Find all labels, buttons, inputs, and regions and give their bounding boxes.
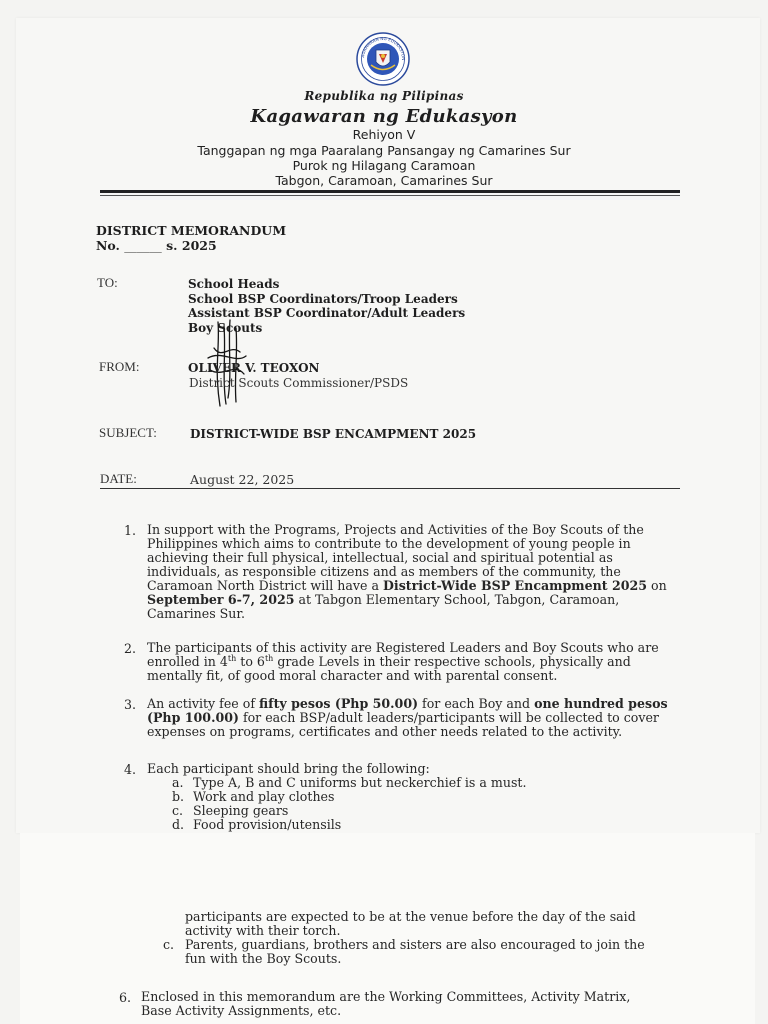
- item4-intro: Each participant should bring the following:: [147, 761, 430, 776]
- to-label: TO:: [97, 275, 118, 290]
- date-label: DATE:: [100, 471, 137, 486]
- department-name: Kagawaran ng Edukasyon: [250, 106, 518, 127]
- subject-label: SUBJECT:: [99, 425, 157, 440]
- item2-sup: th: [264, 653, 274, 663]
- address-line: Tabgon, Caramoan, Camarines Sur: [275, 173, 493, 188]
- from-label: FROM:: [99, 359, 140, 374]
- subject-text: DISTRICT-WIDE BSP ENCAMPMENT 2025: [190, 427, 477, 441]
- recipient-item: School Heads: [188, 277, 280, 291]
- item3-text: for each Boy and: [418, 696, 535, 711]
- list-item-key: c.: [163, 937, 175, 952]
- header-divider: [100, 488, 680, 489]
- deped-seal-icon: [356, 32, 410, 86]
- item1-line: In support with the Programs, Projects and Activities of the Boy Scouts of the: [147, 522, 644, 537]
- item1-text: Caramoan North District will have a: [147, 578, 383, 593]
- list-item: Food provision/utensils: [193, 817, 342, 832]
- item1-line: [147, 579, 667, 593]
- item1-text: on: [647, 578, 667, 593]
- item2-line: mentally fit, of good moral character and with parental consent.: [147, 668, 558, 683]
- from-title: District Scouts Commissioner/PSDS: [189, 376, 409, 390]
- item-number: 1.: [124, 523, 137, 538]
- item3-line: [147, 697, 668, 711]
- list-item: Type A, B and C uniforms but neckerchief is a must.: [193, 775, 527, 790]
- item-number: 3.: [124, 697, 137, 712]
- item2-line: The participants of this activity are Registered Leaders and Boy Scouts who are: [147, 640, 659, 655]
- memo-title: DISTRICT MEMORANDUM: [96, 223, 287, 238]
- item3-bold-fee: fifty pesos (Php 50.00): [259, 696, 419, 711]
- list-item-key: a.: [172, 775, 184, 790]
- item3-line: expenses on programs, certificates and other needs related to the activity.: [147, 724, 623, 739]
- list-item-key: d.: [172, 817, 185, 832]
- page2-line: Enclosed in this memorandum are the Working Committees, Activity Matrix,: [141, 989, 631, 1004]
- item1-line: achieving their full physical, intellectual, social and spiritual potential as: [147, 550, 613, 565]
- item2-line: [147, 655, 631, 669]
- republic-line: Republika ng Pilipinas: [304, 89, 464, 103]
- office-line: Tanggapan ng mga Paaralang Pansangay ng Camarines Sur: [197, 143, 571, 158]
- memo-series: s. 2025: [166, 238, 217, 253]
- page2-line: fun with the Boy Scouts.: [185, 951, 342, 966]
- region-line: Rehiyon V: [352, 127, 416, 142]
- item2-text: to 6: [236, 654, 265, 669]
- item1-bold-event: District-Wide BSP Encampment 2025: [383, 578, 648, 593]
- item1-line: Philippines which aims to contribute to the development of young people in: [147, 536, 631, 551]
- letterhead-rule-thin: [100, 195, 680, 196]
- date-text: August 22, 2025: [190, 472, 295, 487]
- seal-text: AGAWARAN NG EDUKASYON: [360, 35, 407, 61]
- item1-bold-date: September 6-7, 2025: [147, 592, 295, 607]
- memo-number: [96, 238, 217, 253]
- recipient-item: Boy Scouts: [188, 320, 263, 335]
- item1-line: individuals, as responsible citizens and as members of the community, the: [147, 564, 621, 579]
- memo-number-prefix: No.: [96, 238, 120, 253]
- list-item-key: c.: [172, 803, 184, 818]
- item3-bold-fee: one hundred pesos: [534, 696, 668, 711]
- item3-text: An activity fee of: [147, 696, 259, 711]
- letterhead-rule-thick: [100, 190, 680, 193]
- page2-line: participants are expected to be at the venue before the day of the said: [185, 909, 636, 924]
- item3-text: for each BSP/adult leaders/participants will be collected to cover: [238, 710, 659, 725]
- item1-text: at Tabgon Elementary School, Tabgon, Caramoan,: [294, 592, 620, 607]
- item-number: 2.: [124, 641, 137, 656]
- item-number: 4.: [124, 762, 137, 777]
- item-number: 6.: [119, 990, 132, 1005]
- item2-text: enrolled in 4: [147, 654, 228, 669]
- item1-line: Camarines Sur.: [147, 606, 246, 621]
- from-name: OLIVER V. TEOXON: [188, 361, 320, 375]
- item1-line: [147, 593, 619, 607]
- recipient-item: Assistant BSP Coordinator/Adult Leaders: [188, 306, 466, 320]
- item3-bold-fee: (Php 100.00): [147, 710, 239, 725]
- memo-number-blank: ______: [124, 238, 162, 253]
- list-item-key: b.: [172, 789, 185, 804]
- list-item: Sleeping gears: [193, 803, 289, 818]
- list-item: Work and play clothes: [193, 789, 335, 804]
- page2-line: Parents, guardians, brothers and sisters are also encouraged to join the: [185, 937, 645, 952]
- item2-text: grade Levels in their respective schools, physically and: [273, 654, 631, 669]
- page2-line: Base Activity Assignments, etc.: [141, 1003, 342, 1018]
- district-line: Purok ng Hilagang Caramoan: [292, 158, 476, 173]
- page2-line: activity with their torch.: [185, 923, 341, 938]
- recipient-item: School BSP Coordinators/Troop Leaders: [188, 291, 458, 306]
- item2-sup: th: [227, 653, 237, 663]
- item3-line: [147, 711, 659, 725]
